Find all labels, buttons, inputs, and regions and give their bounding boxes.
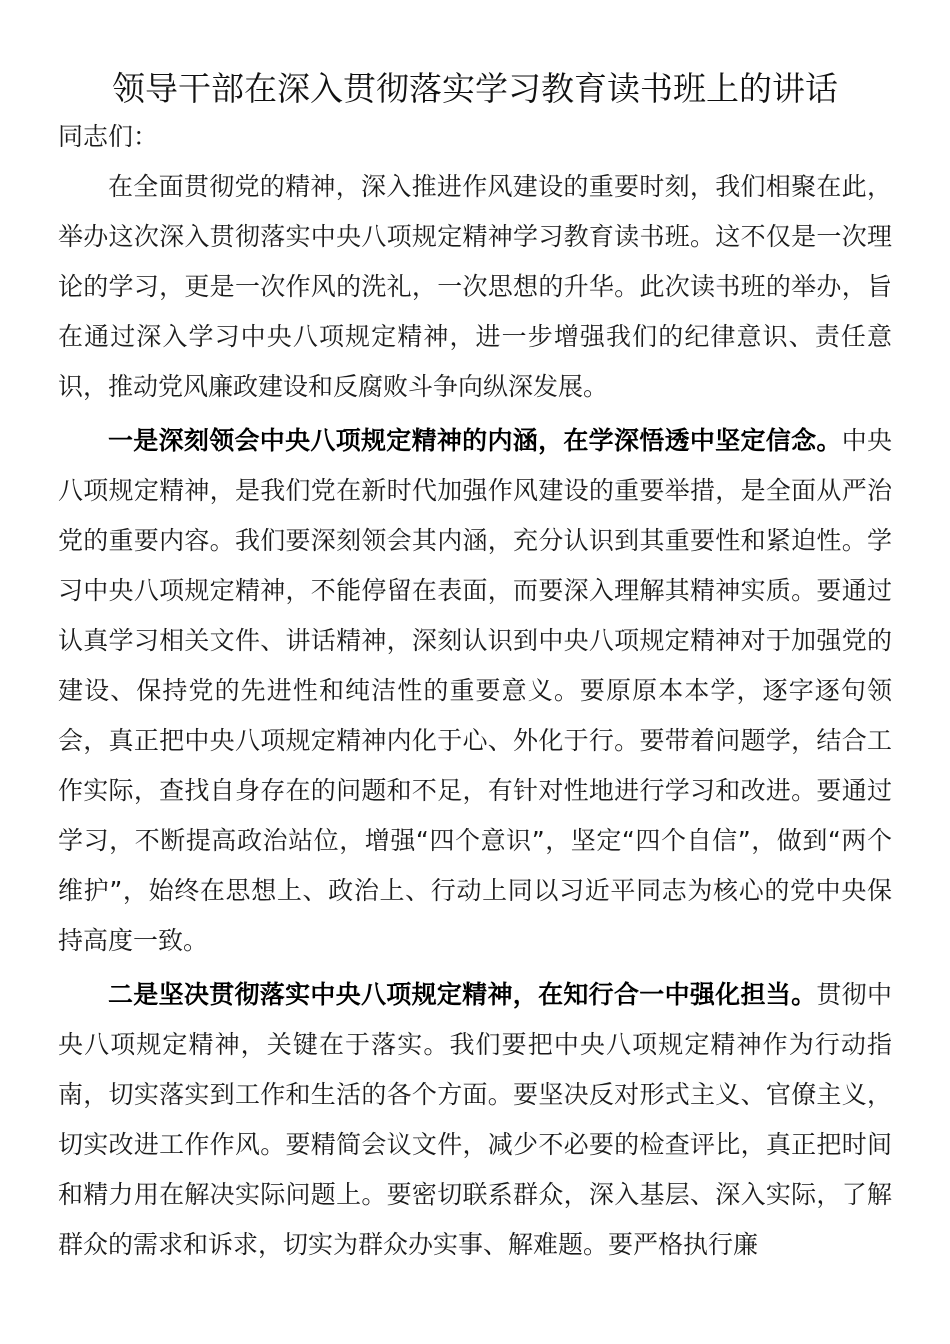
paragraph-lead: 二是坚决贯彻落实中央八项规定精神，在知行合一中强化担当。 xyxy=(108,980,817,1009)
greeting: 同志们： xyxy=(58,122,159,151)
paragraph-intro xyxy=(58,162,892,412)
paragraph-text: 在全面贯彻党的精神，深入推进作风建设的重要时刻，我们相聚在此，举办这次深入贯彻落实中央八项规定精神学习教育读书班。这不仅是一次理论的学习，更是一次作风的洗礼，一次思想的升华。此次读书班的举办，旨在通过深入学习中央八项规定精神，进一步增强我们的纪律意识、责任意识，推动党风廉政建设和反腐败斗争向纵深发展。 xyxy=(58,172,892,401)
document-page xyxy=(58,62,892,1270)
document-title: 领导干部在深入贯彻落实学习教育读书班上的讲话 xyxy=(112,69,838,108)
paragraph-point-two xyxy=(58,970,892,1270)
paragraph-text: 中央八项规定精神，是我们党在新时代加强作风建设的重要举措，是全面从严治党的重要内容。我们要深刻领会其内涵，充分认识到其重要性和紧迫性。学习中央八项规定精神，不能停留在表面，而要深入理解其精神实质。要通过认真学习相关文件、讲话精神，深刻认识到中央八项规定精神对于加强党的建设、保持党的先进性和纯洁性的重要意义。要原原本本学，逐字逐句领会，真正把中央八项规定精神内化于心、外化于行。要带着问题学，结合工作实际，查找自身存在的问题和不足，有针对性地进行学习和改进。要通过学习，不断提高政治站位，增强“四个意识”，坚定“四个自信”，做到“两个维护”，始终在思想上、政治上、行动上同以习近平同志为核心的党中央保持高度一致。 xyxy=(58,426,892,955)
paragraph-lead: 一是深刻领会中央八项规定精神的内涵，在学深悟透中坚定信念。 xyxy=(108,426,842,455)
paragraph-point-one xyxy=(58,416,892,966)
paragraph-text: 贯彻中央八项规定精神，关键在于落实。我们要把中央八项规定精神作为行动指南，切实落实到工作和生活的各个方面。要坚决反对形式主义、官僚主义，切实改进工作作风。要精简会议文件，减少不必要的检查评比，真正把时间和精力用在解决实际问题上。要密切联系群众，深入基层、深入实际，了解群众的需求和诉求，切实为群众办实事、解难题。要严格执行廉 xyxy=(58,980,892,1259)
